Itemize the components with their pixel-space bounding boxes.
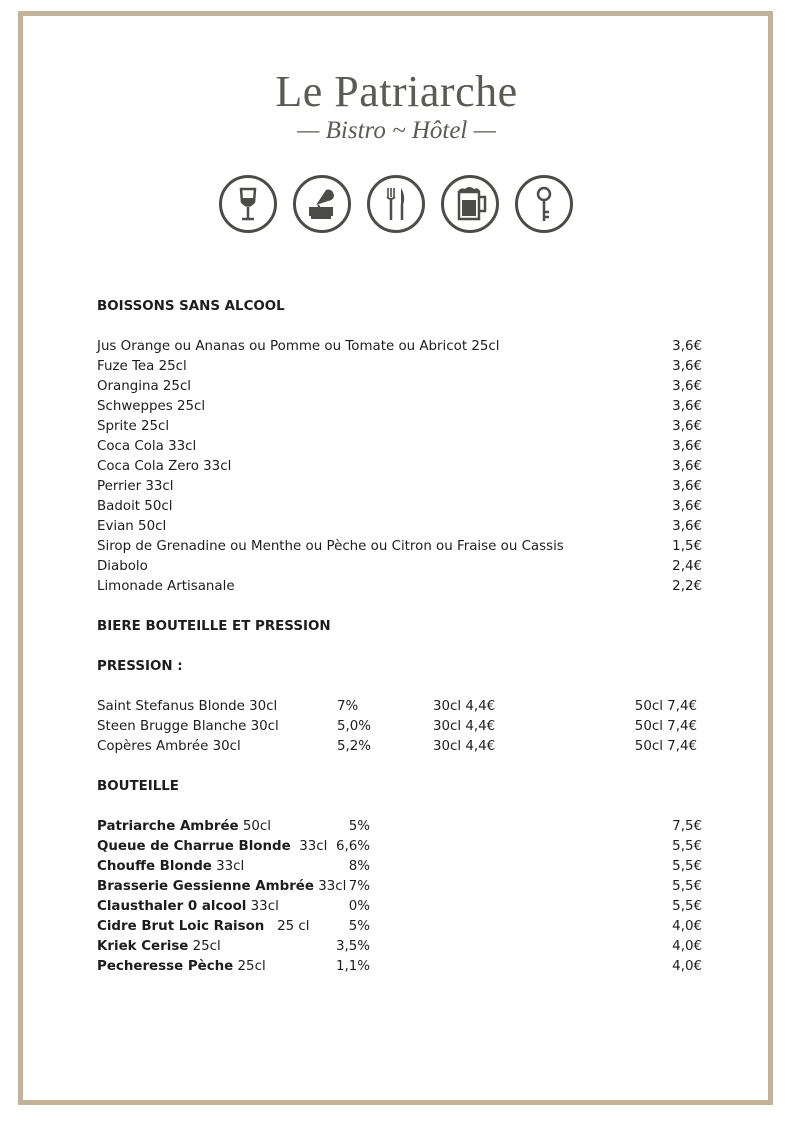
gramophone-icon bbox=[293, 175, 351, 233]
item-name: Orangina 25cl bbox=[97, 379, 192, 394]
menu-item-row bbox=[97, 817, 702, 837]
item-size: 33cl bbox=[290, 839, 328, 854]
item-name bbox=[97, 917, 309, 937]
item-price-50cl: 50cl 7,4€ bbox=[634, 739, 697, 754]
item-price: 7,5€ bbox=[672, 819, 702, 834]
menu-item-row bbox=[97, 697, 702, 717]
beer-mug-icon bbox=[441, 175, 499, 233]
menu-item-row bbox=[97, 437, 702, 457]
item-price: 3,6€ bbox=[672, 399, 702, 414]
menu-item-row bbox=[97, 577, 702, 597]
item-size: 25cl bbox=[233, 959, 266, 974]
item-name bbox=[97, 957, 266, 977]
item-name: Coca Cola 33cl bbox=[97, 439, 197, 454]
item-name: Schweppes 25cl bbox=[97, 399, 206, 414]
item-price: 3,6€ bbox=[672, 419, 702, 434]
item-name-bold: Kriek Cerise bbox=[97, 939, 189, 954]
subsection-heading: BOUTEILLE bbox=[97, 779, 179, 794]
section-heading: BIERE BOUTEILLE ET PRESSION bbox=[97, 619, 331, 634]
item-price: 5,5€ bbox=[672, 899, 702, 914]
item-name: Coca Cola Zero 33cl bbox=[97, 459, 232, 474]
menu-item-row bbox=[97, 957, 702, 977]
item-size: 33cl bbox=[211, 859, 245, 874]
cutlery-icon bbox=[367, 175, 425, 233]
item-price: 4,0€ bbox=[672, 919, 702, 934]
menu-item-row bbox=[97, 557, 702, 577]
item-price-50cl: 50cl 7,4€ bbox=[634, 719, 697, 734]
menu-content bbox=[97, 297, 702, 977]
item-name: Limonade Artisanale bbox=[97, 579, 235, 594]
item-price: 5,5€ bbox=[672, 859, 702, 874]
menu-item-row bbox=[97, 377, 702, 397]
item-size: 25cl bbox=[188, 939, 221, 954]
item-abv: 8% bbox=[348, 859, 370, 874]
item-name-bold: Chouffe Blonde bbox=[97, 859, 212, 874]
item-price-50cl: 50cl 7,4€ bbox=[634, 699, 697, 714]
menu-item-row bbox=[97, 537, 702, 557]
item-name bbox=[97, 857, 244, 877]
menu-item-row bbox=[97, 457, 702, 477]
menu-item-row bbox=[97, 417, 702, 437]
item-name: Sirop de Grenadine ou Menthe ou Pèche ou Citron ou Fraise ou Cassis bbox=[97, 539, 564, 554]
item-name-bold: Brasserie Gessienne Ambrée bbox=[97, 879, 314, 894]
item-abv: 6,6% bbox=[335, 839, 370, 854]
item-name bbox=[97, 937, 221, 957]
menu-item-row bbox=[97, 917, 702, 937]
item-name: Jus Orange ou Ananas ou Pomme ou Tomate ou Abricot 25cl bbox=[97, 339, 500, 354]
item-price: 5,5€ bbox=[672, 879, 702, 894]
item-name bbox=[97, 877, 346, 897]
menu-item-row bbox=[97, 937, 702, 957]
item-price: 3,6€ bbox=[672, 439, 702, 454]
item-price-30cl: 30cl 4,4€ bbox=[433, 739, 496, 754]
menu-item-row bbox=[97, 857, 702, 877]
menu-item-row bbox=[97, 837, 702, 857]
item-abv: 5,2% bbox=[337, 739, 372, 754]
section-heading: BOISSONS SANS ALCOOL bbox=[97, 299, 285, 314]
item-size: 33cl bbox=[313, 879, 347, 894]
item-name: Copères Ambrée 30cl bbox=[97, 739, 241, 754]
menu-item-row bbox=[97, 357, 702, 377]
pression-list bbox=[97, 697, 702, 757]
item-name bbox=[97, 817, 271, 837]
item-name: Perrier 33cl bbox=[97, 479, 174, 494]
item-abv: 7% bbox=[348, 879, 370, 894]
item-price: 5,5€ bbox=[672, 839, 702, 854]
menu-item-row bbox=[97, 397, 702, 417]
item-name-bold: Pecheresse Pèche bbox=[97, 959, 234, 974]
wine-glass-icon bbox=[219, 175, 277, 233]
item-price-30cl: 30cl 4,4€ bbox=[433, 699, 496, 714]
menu-item-row bbox=[97, 877, 702, 897]
item-abv: 3,5% bbox=[335, 939, 370, 954]
menu-item-row bbox=[97, 497, 702, 517]
item-name: Sprite 25cl bbox=[97, 419, 170, 434]
item-name bbox=[97, 897, 279, 917]
item-size: 25 cl bbox=[264, 919, 310, 934]
icon-row bbox=[219, 175, 575, 237]
subsection-heading: PRESSION : bbox=[97, 659, 183, 674]
menu-item-row bbox=[97, 517, 702, 537]
item-price: 4,0€ bbox=[672, 959, 702, 974]
item-name-bold: Cidre Brut Loic Raison bbox=[97, 919, 265, 934]
item-abv: 5,0% bbox=[337, 719, 372, 734]
item-price: 1,5€ bbox=[672, 539, 702, 554]
soft-drinks-list bbox=[97, 337, 702, 597]
item-price: 2,4€ bbox=[672, 559, 702, 574]
item-price: 3,6€ bbox=[672, 339, 702, 354]
item-price-30cl: 30cl 4,4€ bbox=[433, 719, 496, 734]
item-name: Steen Brugge Blanche 30cl bbox=[97, 719, 279, 734]
item-name-bold: Clausthaler 0 alcool bbox=[97, 899, 247, 914]
item-price: 3,6€ bbox=[672, 459, 702, 474]
menu-item-row bbox=[97, 477, 702, 497]
item-price: 3,6€ bbox=[672, 499, 702, 514]
brand-subtitle: — Bistro ~ Hôtel — bbox=[297, 117, 496, 144]
item-size: 50cl bbox=[238, 819, 271, 834]
item-name: Evian 50cl bbox=[97, 519, 167, 534]
item-price: 3,6€ bbox=[672, 519, 702, 534]
item-name-bold: Queue de Charrue Blonde bbox=[97, 839, 291, 854]
item-price: 2,2€ bbox=[672, 579, 702, 594]
item-name: Diabolo bbox=[97, 559, 148, 574]
item-abv: 7% bbox=[337, 699, 359, 714]
key-icon bbox=[515, 175, 573, 233]
item-price: 4,0€ bbox=[672, 939, 702, 954]
item-price: 3,6€ bbox=[672, 379, 702, 394]
menu-item-row bbox=[97, 737, 702, 757]
item-price: 3,6€ bbox=[672, 359, 702, 374]
menu-item-row bbox=[97, 717, 702, 737]
item-abv: 0% bbox=[348, 899, 370, 914]
bouteille-list bbox=[97, 817, 702, 977]
brand-title: Le Patriarche bbox=[275, 67, 518, 116]
item-abv: 1,1% bbox=[335, 959, 370, 974]
item-abv: 5% bbox=[348, 919, 370, 934]
menu-item-row bbox=[97, 337, 702, 357]
menu-item-row bbox=[97, 897, 702, 917]
item-name-bold: Patriarche Ambrée bbox=[97, 819, 239, 834]
item-price: 3,6€ bbox=[672, 479, 702, 494]
item-size: 33cl bbox=[246, 899, 279, 914]
item-name: Saint Stefanus Blonde 30cl bbox=[97, 699, 278, 714]
item-name: Fuze Tea 25cl bbox=[97, 359, 187, 374]
item-name bbox=[97, 837, 327, 857]
item-name: Badoit 50cl bbox=[97, 499, 173, 514]
item-abv: 5% bbox=[348, 819, 370, 834]
